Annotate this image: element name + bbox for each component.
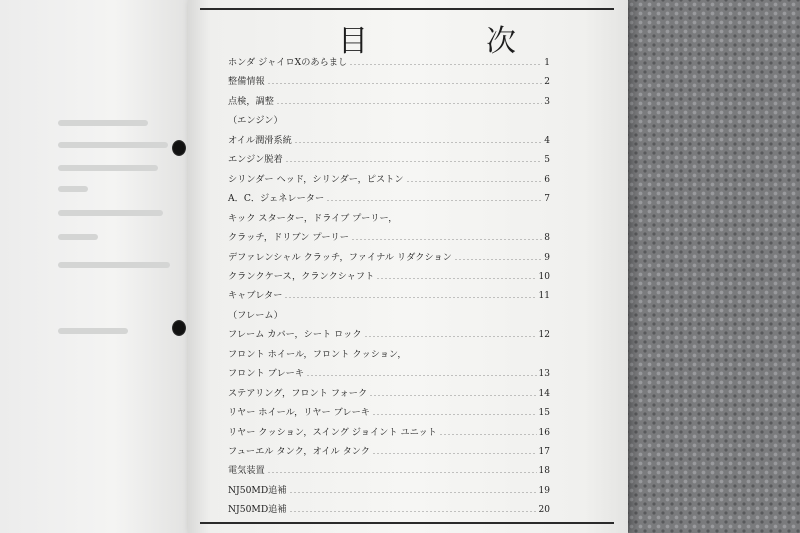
- toc-entry-title: エンジン脱着: [228, 154, 283, 166]
- toc-leader-dots: [376, 278, 536, 279]
- toc-leader-dots: [306, 375, 536, 376]
- toc-entry: [228, 73, 550, 87]
- toc-entry-title: NJ50MD追補: [228, 484, 287, 496]
- toc-page-number: 15: [538, 408, 550, 419]
- toc-page-number: 13: [538, 369, 550, 380]
- toc-entry: [228, 210, 550, 224]
- toc-leader-dots: [372, 414, 537, 415]
- toc-leader-dots: [369, 395, 536, 396]
- toc-entry-title: フューエル タンク，オイル タンク: [228, 446, 370, 457]
- toc-entry-title: 整備情報: [228, 76, 265, 88]
- toc-entry-title: シリンダー ヘッド，シリンダー，ピストン: [228, 173, 404, 185]
- toc-entry-title: ステアリング，フロント フォーク: [228, 387, 368, 399]
- binder-hole: [172, 140, 186, 156]
- toc-entry: [228, 385, 550, 399]
- toc-page-number: 10: [538, 271, 550, 282]
- toc-page-number: 5: [544, 155, 550, 166]
- toc-entry-title: リヤー ホイール，リヤー ブレーキ: [228, 407, 370, 419]
- toc-leader-dots: [326, 200, 542, 201]
- toc-page-number: 3: [544, 96, 550, 107]
- ghost-text-line: [58, 186, 88, 192]
- toc-page-number: 7: [544, 194, 550, 205]
- toc-leader-dots: [267, 83, 543, 84]
- toc-leader-dots: [294, 142, 542, 143]
- toc-leader-dots: [285, 161, 543, 162]
- ghost-text-line: [58, 262, 170, 268]
- toc-entry-title: フレーム カバー，シート ロック: [228, 329, 362, 341]
- toc-entry: [228, 443, 550, 457]
- toc-page-number: 9: [544, 252, 550, 263]
- toc-entry-title: NJ50MD追補: [228, 504, 287, 516]
- toc-page-number: 1: [544, 58, 550, 68]
- toc-entry: [228, 287, 550, 301]
- ghost-text-line: [58, 328, 128, 334]
- toc-leader-dots: [289, 492, 537, 493]
- toc-entry-title: フロント ブレーキ: [228, 368, 305, 380]
- toc-entry-title: 点検，調整: [228, 95, 274, 107]
- ghost-text-line: [58, 165, 158, 171]
- toc-entry: [228, 190, 550, 204]
- toc-page-number: 11: [538, 291, 550, 302]
- toc-entry-title: クランクケース，クランクシャフト: [228, 270, 375, 282]
- toc-page-number: 20: [538, 505, 550, 516]
- toc-leader-dots: [267, 472, 537, 473]
- binder-hole: [172, 320, 186, 336]
- toc-leader-dots: [372, 453, 537, 454]
- toc-leader-dots: [406, 181, 543, 182]
- toc-entry-title: A．C．ジェネレーター: [228, 193, 325, 205]
- toc-entry: [228, 171, 550, 185]
- toc-page-number: 19: [538, 485, 550, 496]
- toc-leader-dots: [439, 434, 537, 435]
- toc-leader-dots: [289, 511, 537, 512]
- toc-leader-dots: [454, 259, 542, 260]
- toc-entry: [228, 365, 550, 379]
- toc-entry: [228, 54, 550, 68]
- toc-entry: [228, 93, 550, 107]
- toc-leader-dots: [349, 64, 542, 65]
- toc-page-number: 2: [544, 77, 550, 88]
- ghost-text-line: [58, 120, 148, 126]
- toc-entry: [228, 326, 550, 340]
- toc-entry: [228, 404, 550, 418]
- bottom-rule: [200, 522, 614, 524]
- left-page: [0, 0, 190, 533]
- toc-page-number: 14: [538, 388, 550, 399]
- toc-entry: [228, 482, 550, 496]
- toc-page-number: 12: [538, 330, 550, 341]
- toc-leader-dots: [276, 103, 542, 104]
- toc-entry-title: デファレンシャル クラッチ，ファイナル リダクション: [228, 251, 452, 263]
- toc-page-number: 18: [538, 466, 550, 477]
- toc-entry-title: 電気装置: [228, 465, 265, 477]
- toc-entry-title: フロント ホイール，フロント クッション，: [228, 348, 407, 360]
- toc-entry: [228, 501, 550, 515]
- toc-entry-title: リヤー クッション，スイング ジョイント ユニット: [228, 426, 437, 438]
- toc-section-heading: （フレーム）: [228, 309, 283, 321]
- toc-entry-title: ホンダ ジャイロXのあらまし: [228, 57, 348, 68]
- toc-page-number: 17: [538, 447, 550, 457]
- toc-page-number: 8: [544, 233, 550, 244]
- toc-leader-dots: [351, 239, 542, 240]
- toc-entry: [228, 151, 550, 165]
- toc-leader-dots: [284, 297, 536, 298]
- toc-entry-title: キャブレター: [228, 290, 283, 302]
- toc-section-heading: （エンジン）: [228, 115, 283, 127]
- diamond-plate-background: [600, 0, 800, 533]
- ghost-text-line: [58, 234, 98, 240]
- top-rule: [200, 8, 614, 10]
- toc-entry: [228, 132, 550, 146]
- ghost-text-line: [58, 142, 168, 148]
- toc-entry: [228, 462, 550, 476]
- toc-entry: [228, 424, 550, 438]
- toc-leader-dots: [364, 336, 537, 337]
- toc-page-number: 16: [538, 427, 550, 438]
- toc-page: [188, 0, 628, 533]
- toc-entry-title: クラッチ，ドリブン プーリー: [228, 232, 349, 244]
- toc-entry: [228, 346, 550, 360]
- toc-entry-title: オイル潤滑系統: [228, 134, 292, 146]
- toc-page-number: 6: [544, 174, 550, 185]
- toc-entry: [228, 249, 550, 263]
- ghost-text-line: [58, 210, 163, 216]
- toc-entry: [228, 268, 550, 282]
- toc-page-number: 4: [544, 135, 550, 146]
- toc-entry-title: キック スターター，ドライブ プーリー，: [228, 212, 398, 224]
- toc-entry: [228, 229, 550, 243]
- page-title: 目 次: [338, 24, 560, 59]
